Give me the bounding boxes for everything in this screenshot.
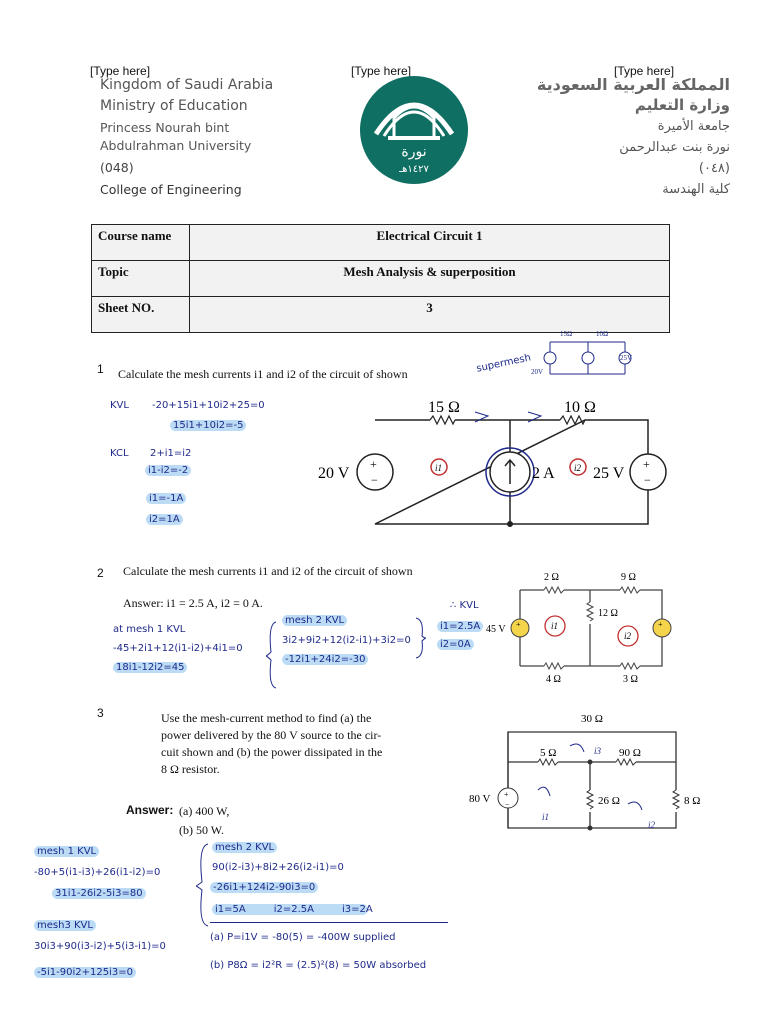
course-info-table	[91, 224, 670, 333]
q3-prompt-line-2: power delivered by the 80 V source to the cir-	[161, 728, 382, 742]
q3-prompt-line-4: 8 Ω resistor.	[161, 762, 220, 776]
header-university-1: Princess Nourah bint	[100, 120, 230, 135]
svg-text:−: −	[644, 473, 651, 487]
header-kingdom: Kingdom of Saudi Arabia	[100, 77, 274, 93]
q2-prompt: Calculate the mesh currents i1 and i2 of the circuit of shown	[123, 564, 413, 578]
q1-kcl-eq1: 2+i1=i2	[150, 448, 192, 459]
svg-text:+: +	[658, 620, 663, 629]
q2-mesh1-eq2: 18i1-12i2=45	[113, 662, 187, 673]
q3-mesh3-label: mesh3 KVL	[34, 920, 96, 931]
q3-mesh2-eq1: 90(i2-i3)+8i2+26(i2-i1)=0	[212, 862, 344, 873]
q3-label-i2: i2	[648, 820, 656, 830]
q1-supermesh-note: supermesh	[475, 352, 532, 375]
q1-sketch-r1: 15Ω	[560, 330, 573, 338]
q1-circuit-diagram	[310, 392, 680, 532]
q3-prompt	[161, 710, 441, 778]
sheet-label: Sheet NO.	[92, 297, 190, 333]
header-placeholder-center: [Type here]	[351, 64, 412, 78]
q1-label-v1: 20 V	[318, 465, 350, 482]
q3-brace	[196, 842, 210, 928]
svg-text:+: +	[643, 457, 650, 471]
q3-answer-b: (b) 50 W.	[179, 823, 224, 837]
q2-solution-i1: i1=2.5A	[437, 621, 483, 632]
table-row	[92, 225, 670, 261]
header-ar-university-1: جامعة الأميرة	[657, 119, 730, 134]
header-placeholder-right: [Type here]	[614, 64, 675, 78]
q3-label-r8: 8 Ω	[684, 795, 701, 807]
header-code: (048)	[100, 160, 134, 175]
q3-part-a: (a) P=i1V = -80(5) = -400W supplied	[210, 932, 396, 943]
q3-label-v1: 80 V	[469, 793, 491, 805]
course-name-value: Electrical Circuit 1	[190, 225, 670, 261]
q1-supermesh-sketch	[530, 328, 640, 386]
header-university-2: Abdulrahman University	[100, 138, 252, 153]
q1-label-r1: 15 Ω	[428, 399, 460, 416]
q1-answer-i1: i1=-1A	[146, 493, 186, 504]
q1-number: 1	[97, 362, 104, 376]
header-ar-university-2: نورة بنت عبدالرحمن	[619, 140, 730, 155]
q2-label-r2: 2 Ω	[544, 572, 559, 583]
q2-solution-label: ∴ KVL	[450, 600, 479, 611]
q3-solutions	[212, 904, 373, 915]
q2-mesh2-eq2: -12i1+24i2=-30	[282, 654, 368, 665]
q3-prompt-line-1: Use the mesh-current method to find (a) the	[161, 711, 372, 725]
university-logo	[358, 74, 470, 186]
q1-sketch-v2: 25V	[620, 354, 633, 362]
q2-circuit-diagram	[480, 566, 700, 690]
q1-r2-resistor	[560, 416, 585, 424]
q3-label-r30: 30 Ω	[581, 713, 603, 725]
q2-mesh2-label: mesh 2 KVL	[282, 615, 347, 626]
q2-label-i1: i1	[551, 621, 559, 631]
q3-answer-a: (a) 400 W,	[179, 804, 230, 818]
q3-sol-i1: i1=5A	[215, 904, 246, 915]
q2-answer: Answer: i1 = 2.5 A, i2 = 0 A.	[123, 596, 263, 610]
svg-text:نورة: نورة	[401, 144, 427, 160]
header-ar-college: كلية الهندسة	[662, 182, 730, 197]
q2-label-i2: i2	[624, 631, 632, 641]
q1-kcl-eq2: i1-i2=-2	[145, 465, 191, 476]
q3-number: 3	[97, 706, 104, 720]
header-ar-ministry: وزارة التعليم	[634, 96, 730, 114]
q3-sol-i3: i3=2A	[342, 904, 373, 915]
q3-circuit-diagram	[466, 708, 716, 836]
q3-label-r90: 90 Ω	[619, 747, 641, 759]
q1-label-i2: i2	[574, 463, 582, 473]
q2-label-r9: 9 Ω	[621, 572, 636, 583]
svg-text:−: −	[371, 473, 378, 487]
q3-label-i3: i3	[594, 746, 602, 756]
header-ministry: Ministry of Education	[100, 98, 248, 114]
q1-label-r2: 10 Ω	[564, 399, 596, 416]
q1-label-is: 2 A	[532, 465, 555, 482]
q3-mesh2-label: mesh 2 KVL	[212, 842, 277, 853]
q2-mesh1-label: at mesh 1 KVL	[113, 624, 186, 635]
header-ar-code: (٠٤٨)	[698, 161, 730, 176]
q3-answer-label: Answer:	[126, 803, 174, 817]
q1-r1-resistor	[430, 416, 455, 424]
svg-text:+: +	[504, 790, 509, 799]
q3-divider	[210, 922, 448, 923]
q1-sketch-r2: 10Ω	[596, 330, 609, 338]
q3-sol-i2: i2=2.5A	[273, 904, 314, 915]
q2-brace	[266, 620, 278, 690]
q1-prompt: Calculate the mesh currents i1 and i2 of the circuit of shown	[118, 367, 408, 381]
q3-mesh3-eq2: -5i1-90i2+125i3=0	[34, 967, 136, 978]
svg-text:١٤٢٧هـ: ١٤٢٧هـ	[399, 164, 429, 175]
svg-text:+: +	[370, 457, 377, 471]
topic-value: Mesh Analysis & superposition	[190, 261, 670, 297]
q1-label-i1: i1	[435, 463, 443, 473]
q1-kvl-eq1: -20+15i1+10i2+25=0	[152, 400, 265, 411]
topic-label: Topic	[92, 261, 190, 297]
q3-prompt-line-3: cuit shown and (b) the power dissipated in the	[161, 745, 383, 759]
q3-part-b: (b) P8Ω = i2²R = (2.5)²(8) = 50W absorbed	[210, 960, 427, 971]
q1-kvl-label: KVL	[110, 400, 129, 411]
q3-label-r5: 5 Ω	[540, 747, 557, 759]
q3-mesh1-eq1: -80+5(i1-i3)+26(i1-i2)=0	[34, 867, 161, 878]
sheet-value: 3	[190, 297, 670, 333]
q1-answer-i2: i2=1A	[146, 514, 183, 525]
header-placeholder-left: [Type here]	[90, 64, 151, 78]
q1-kvl-eq2: 15i1+10i2=-5	[170, 420, 246, 431]
q3-label-r26: 26 Ω	[598, 795, 620, 807]
course-name-label: Course name	[92, 225, 190, 261]
q3-mesh1-label: mesh 1 KVL	[34, 846, 99, 857]
q3-mesh3-eq1: 30i3+90(i3-i2)+5(i3-i1)=0	[34, 941, 166, 952]
q2-number: 2	[97, 566, 104, 580]
q3-mesh1-eq2: 31i1-26i2-5i3=80	[52, 888, 146, 899]
q1-kcl-label: KCL	[110, 448, 129, 459]
q2-label-r4: 4 Ω	[546, 674, 561, 685]
header-arabic-block	[500, 74, 730, 200]
q2-mesh1-eq1: -45+2i1+12(i1-i2)+4i1=0	[113, 643, 243, 654]
q2-solution-i2: i2=0A	[437, 639, 474, 650]
header-ar-kingdom: المملكة العربية السعودية	[536, 75, 730, 94]
svg-text:−: −	[505, 800, 510, 809]
q1-sketch-v1: 20V	[531, 368, 544, 376]
q3-label-i1: i1	[542, 812, 550, 822]
q1-label-v2: 25 V	[593, 465, 625, 482]
q2-mesh2-eq1: 3i2+9i2+12(i2-i1)+3i2=0	[282, 635, 411, 646]
q2-label-r12: 12 Ω	[598, 608, 618, 619]
table-row	[92, 261, 670, 297]
q2-label-v1: 45 V	[486, 624, 506, 635]
q3-mesh2-eq2: -26i1+124i2-90i3=0	[210, 882, 318, 893]
svg-text:+: +	[516, 620, 521, 629]
q2-solution-brace	[414, 616, 426, 660]
header-college: College of Engineering	[100, 182, 242, 197]
header-english-block	[100, 76, 320, 199]
q2-label-r3: 3 Ω	[623, 674, 638, 685]
